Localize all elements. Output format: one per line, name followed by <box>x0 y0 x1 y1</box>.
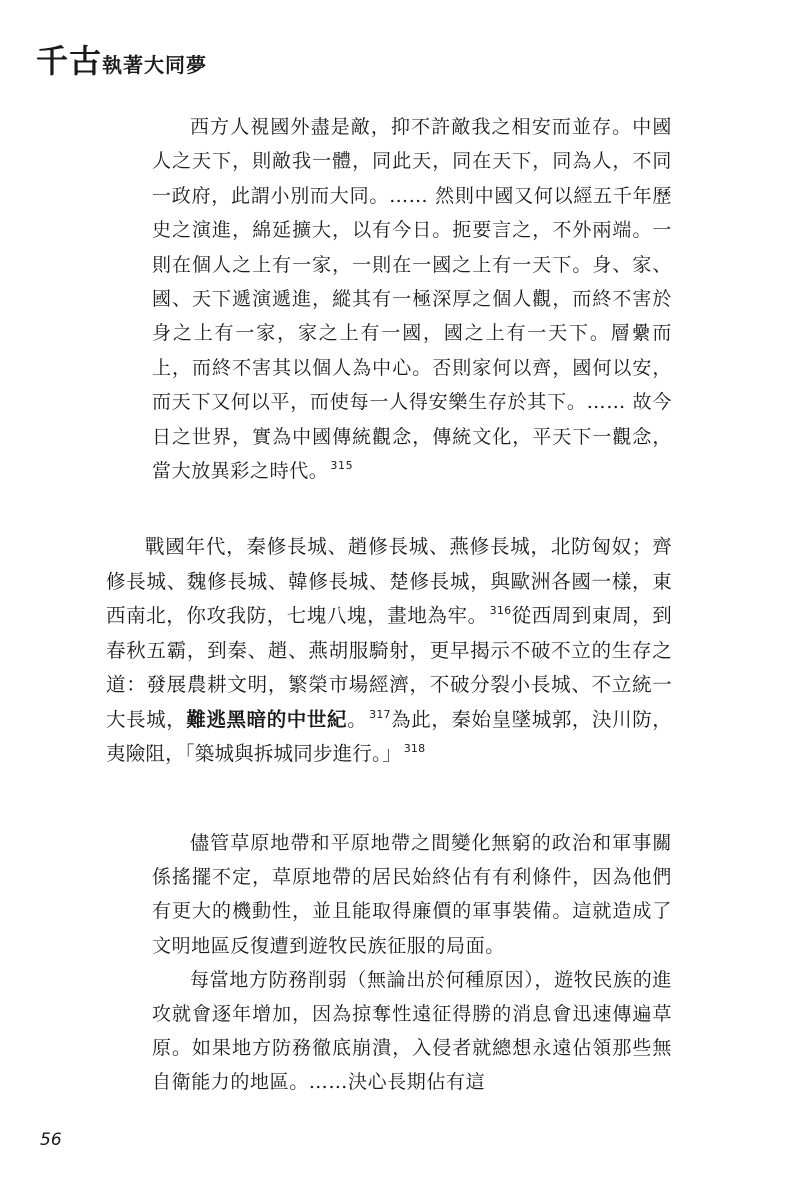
body-text-part-4: 為此，秦始皇墜城郭，決川防，夷險阻，「築城與拆城同步進行。」 <box>106 707 672 765</box>
page-number: 56 <box>40 1130 62 1150</box>
footnote-ref-316[interactable]: 316 <box>489 604 512 617</box>
block-quote-1 <box>152 110 672 488</box>
body-paragraph <box>106 530 672 772</box>
emphasis-phrase: 難逃黑暗的中世紀 <box>186 707 348 731</box>
body-text-part-1: 戰國年代，秦修長城、趙修長城、燕修長城，北防匈奴；齊修長城、魏修長城、韓修長城、楚修長城，與歐洲各國一樣，東西南北，你攻我防，七塊八塊，畫地為牢。 <box>106 535 672 627</box>
quote-2-paragraph-1: 儘管草原地帶和平原地帶之間變化無窮的政治和軍事關係搖擺不定，草原地帶的居民始終佔有有利條件，因為他們有更大的機動性，並且能取得廉價的軍事裝備。這就造成了文明地區反復遭到遊牧民族征服的局面。 <box>152 832 672 957</box>
running-head <box>36 36 436 86</box>
quote-1-text: 西方人視國外盡是敵，抑不許敵我之相安而並存。中國人之天下，則敵我一體，同此天，同在天下，同為人，不同一政府，此謂小別而大同。…… 然則中國又何以經五千年歷史之演進，綿延擴大，以有今日。扼要言之，不外兩端。一則在個人之上有一家，一則在一國之上有一天下。身、家、國、天下遞演遞進，縱其有一極深厚之個人觀，而終不害於身之上有一家，家之上有一國，國之上有一天下。層纍而上，而終不害其以個人為中心。否則家何以齊，國何以安，而天下又何以平，而使每一人得安樂生存於其下。…… 故今日之世界，實為中國傳統觀念，傳統文化，平天下一觀念，當大放異彩之時代。 <box>152 116 672 483</box>
running-head-title-large: 千古 <box>36 42 103 80</box>
body-text <box>106 530 672 772</box>
running-head-title-small: 執著大同夢 <box>102 53 208 77</box>
block-quote-2 <box>152 826 672 1100</box>
quote-2-paragraph-2: 每當地方防務削弱（無論出於何種原因），遊牧民族的進攻就會逐年增加，因為掠奪性遠征得勝的消息會迅速傳遍草原。如果地方防務徹底崩潰，入侵者就總想永遠佔領那些無自衛能力的地區。……決心長期佔有這 <box>152 968 672 1094</box>
quote-1-paragraph <box>152 110 672 488</box>
body-text-part-3: 。 <box>347 707 368 731</box>
footnote-ref-317[interactable]: 317 <box>369 707 391 721</box>
footnote-ref-315[interactable]: 315 <box>330 459 354 473</box>
footnote-ref-318[interactable]: 318 <box>403 742 426 755</box>
body-text-part-2: 從西周到東周，到春秋五霸，到秦、趙、燕胡服騎射，更早揭示不破不立的生存之道：發展農耕文明，繁榮市場經濟，不破分裂小長城、不立統一大長城， <box>106 604 672 731</box>
